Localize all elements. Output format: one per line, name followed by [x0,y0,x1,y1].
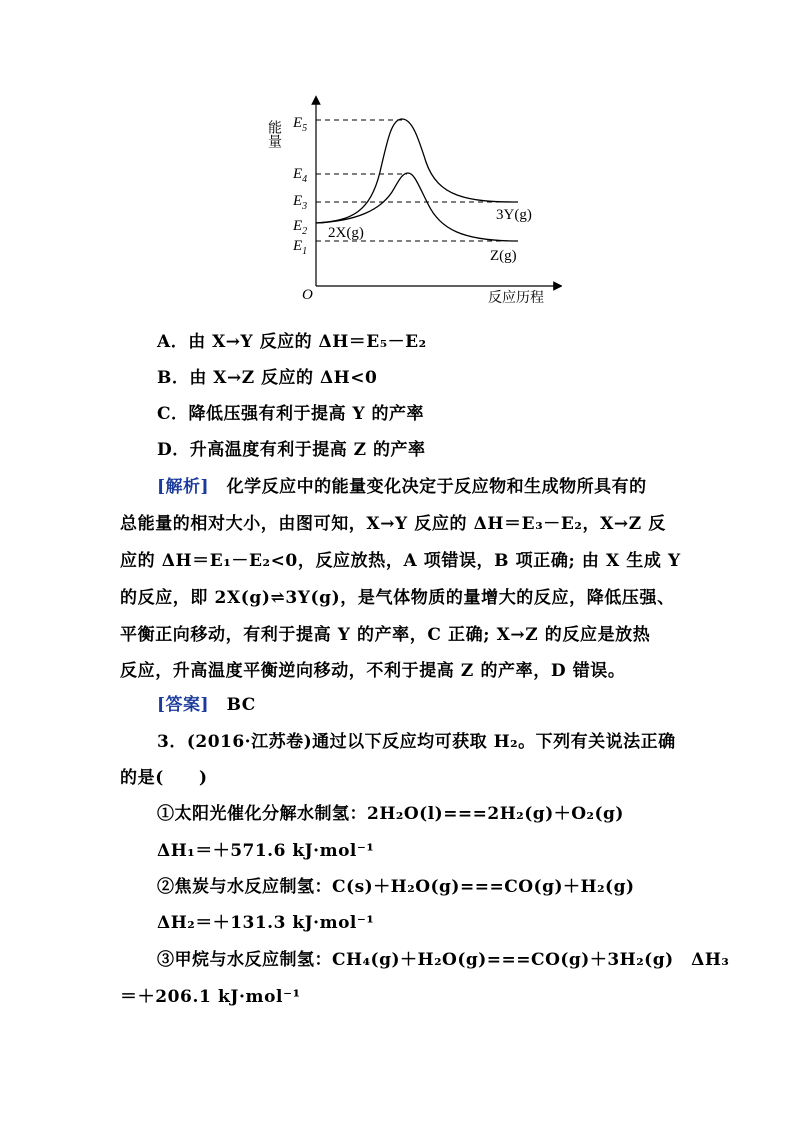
analysis-line-3: 应的 ΔH＝E₁－E₂<0，反应放热，A 项错误，B 项正确; 由 X 生成 Y [120,551,681,571]
option-c: C．降低压强有利于提高 Y 的产率 [157,404,425,424]
analysis-line-1: 化学反应中的能量变化决定于反应物和生成物所具有的 [226,477,647,497]
answer-line [157,690,256,715]
product-z-label: Z(g) [490,248,517,264]
e3-label: $E_3$ [293,193,308,212]
question3-line-2: 的是( ) [120,768,208,788]
y-axis-label: 能量 [266,120,282,148]
reaction-2: ②焦炭与水反应制氢：C(s)＋H₂O(g)===CO(g)＋H₂(g) [157,877,635,897]
analysis-line-6: 反应，升高温度平衡逆向移动，不利于提高 Z 的产率，D 错误。 [120,661,626,681]
option-a: A．由 X→Y 反应的 ΔH＝E₅－E₂ [157,332,427,352]
curve-x-to-y [316,119,518,223]
answer-tag: [答案] [157,695,210,715]
reaction-2-dh: ΔH₂＝＋131.3 kJ·mol⁻¹ [157,913,375,933]
energy-diagram [262,92,562,310]
e1-label: $E_1$ [293,238,308,257]
reaction-1-dh: ΔH₁＝＋571.6 kJ·mol⁻¹ [157,841,375,861]
analysis-tag: [解析] [157,477,210,497]
reaction-3-dh: ＝＋206.1 kJ·mol⁻¹ [120,987,301,1007]
x-axis-label: 反应历程 [488,290,544,306]
analysis-first-line [157,472,647,497]
analysis-line-4: 的反应，即 2X(g)⇌3Y(g)，是气体物质的量增大的反应，降低压强、 [120,588,675,608]
product-y-label: 3Y(g) [496,207,532,223]
reactant-label: 2X(g) [328,225,364,241]
option-d: D．升高温度有利于提高 Z 的产率 [157,440,426,460]
e2-label: $E_2$ [293,218,308,237]
analysis-line-5: 平衡正向移动，有利于提高 Y 的产率，C 正确; X→Z 的反应是放热 [120,625,651,645]
reaction-3: ③甲烷与水反应制氢：CH₄(g)＋H₂O(g)===CO(g)＋3H₂(g) ΔH₃ [157,950,730,970]
answer-value: BC [226,695,256,715]
question3-line-1: 3．(2016·江苏卷)通过以下反应均可获取 H₂。下列有关说法正确 [157,732,676,752]
e4-label: $E_4$ [293,166,308,185]
origin-label: O [302,287,313,303]
option-b: B．由 X→Z 反应的 ΔH<0 [157,368,378,388]
analysis-line-2: 总能量的相对大小，由图可知，X→Y 反应的 ΔH＝E₃－E₂，X→Z 反 [120,514,666,534]
e5-label: $E_5$ [293,115,308,134]
reaction-1: ①太阳光催化分解水制氢：2H₂O(l)===2H₂(g)＋O₂(g) [157,804,624,824]
